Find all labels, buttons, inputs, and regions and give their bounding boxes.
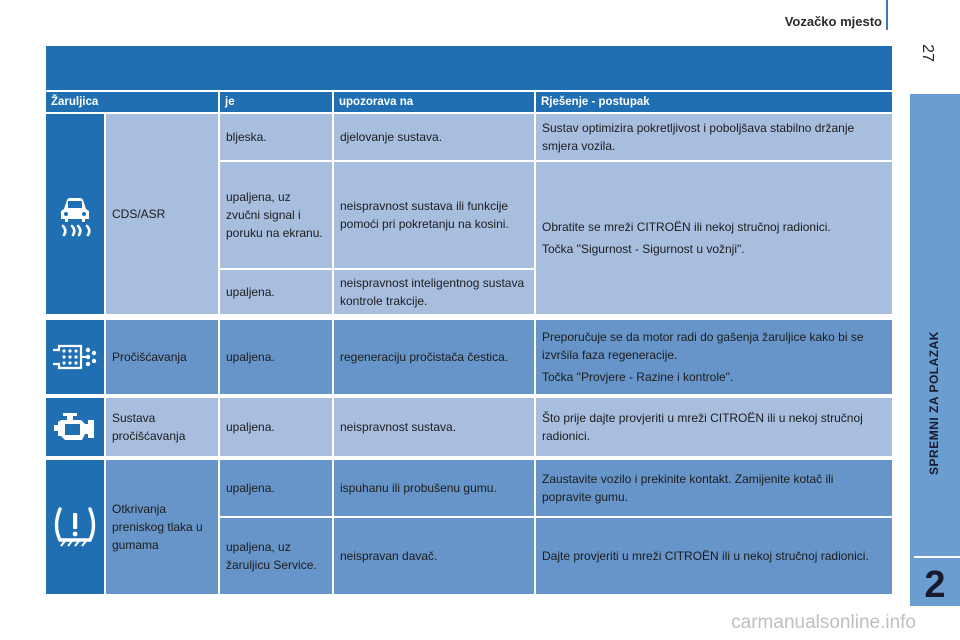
dpf-warns: regeneraciju pročistača čestica.	[334, 320, 534, 394]
emission-solution: Što prije dajte provjeriti u mreži CITROËN ili u nekoj stručnoj radionici.	[536, 398, 892, 456]
cds-asr-r2-state: upaljena, uz zvučni signal i poruku na ekranu.	[220, 162, 332, 268]
emission-name: Sustava pročišćavanja	[106, 398, 218, 456]
chapter-number: 2	[924, 564, 946, 606]
tyre-name: Otkrivanja preniskog tlaka u gumama	[106, 460, 218, 594]
dpf-name: Pročišćavanja	[106, 320, 218, 394]
engine-icon	[52, 410, 98, 444]
dpf-lamp-cell	[46, 320, 104, 394]
column-header-solution: Rješenje - postupak	[536, 92, 892, 112]
side-tab-divider	[914, 556, 960, 558]
dpf-solution-line-2: Točka "Provjere - Razine i kontrole".	[542, 370, 734, 384]
cds-asr-solution-line-2: Točka "Sigurnost - Sigurnost u vožnji".	[542, 242, 745, 256]
tyre-r2-warns: neispravan davač.	[334, 518, 534, 594]
cds-asr-r2-solution	[536, 162, 892, 314]
emission-lamp-cell	[46, 398, 104, 456]
cds-asr-r2-warns: neispravnost sustava ili funkcije pomoći pri pokretanju na kosini.	[334, 162, 534, 268]
cds-asr-r1-warns: djelovanje sustava.	[334, 114, 534, 160]
column-header-lamp: Žaruljica	[46, 92, 218, 112]
chapter-side-tab	[910, 94, 960, 606]
table-banner	[46, 46, 892, 90]
tyre-r2-state: upaljena, uz žaruljicu Service.	[220, 518, 332, 594]
tyre-lamp-cell	[46, 460, 104, 594]
header-divider	[886, 0, 888, 30]
cds-asr-r1-solution: Sustav optimizira pokretljivost i poboljšava stabilno držanje smjera vozila.	[536, 114, 892, 160]
tyre-pressure-icon	[51, 504, 99, 550]
section-header-title: Vozačko mjesto	[784, 14, 882, 29]
emission-state: upaljena.	[220, 398, 332, 456]
cds-asr-r3-state: upaljena.	[220, 270, 332, 314]
cds-asr-name: CDS/ASR	[106, 114, 218, 314]
cds-asr-solution-line-1: Obratite se mreži CITROËN ili nekoj stručnoj radionici.	[542, 220, 831, 234]
column-header-warns: upozorava na	[334, 92, 534, 112]
emission-warns: neispravnost sustava.	[334, 398, 534, 456]
watermark: carmanualsonline.info	[731, 612, 916, 633]
tyre-r1-solution: Zaustavite vozilo i prekinite kontakt. Zamijenite kotač ili popravite gumu.	[536, 460, 892, 516]
dpf-solution	[536, 320, 892, 394]
tyre-r1-state: upaljena.	[220, 460, 332, 516]
tyre-r2-solution: Dajte provjeriti u mreži CITROËN ili u nekoj stručnoj radionici.	[536, 518, 892, 594]
cds-asr-r3-warns: neispravnost inteligentnog sustava kontrole trakcije.	[334, 270, 534, 314]
chapter-section-title: SPREMNI ZA POLAZAK	[927, 331, 941, 475]
skid-car-icon	[53, 191, 97, 237]
column-header-state: je	[220, 92, 332, 112]
dpf-state: upaljena.	[220, 320, 332, 394]
page-number: 27	[918, 44, 936, 62]
cds-asr-lamp-cell	[46, 114, 104, 314]
particle-filter-icon	[50, 337, 100, 377]
dpf-solution-line-1: Preporučuje se da motor radi do gašenja žaruljice kako bi se izvršila faza regeneracije.	[542, 330, 864, 362]
tyre-r1-warns: ispuhanu ili probušenu gumu.	[334, 460, 534, 516]
cds-asr-r1-state: bljeska.	[220, 114, 332, 160]
